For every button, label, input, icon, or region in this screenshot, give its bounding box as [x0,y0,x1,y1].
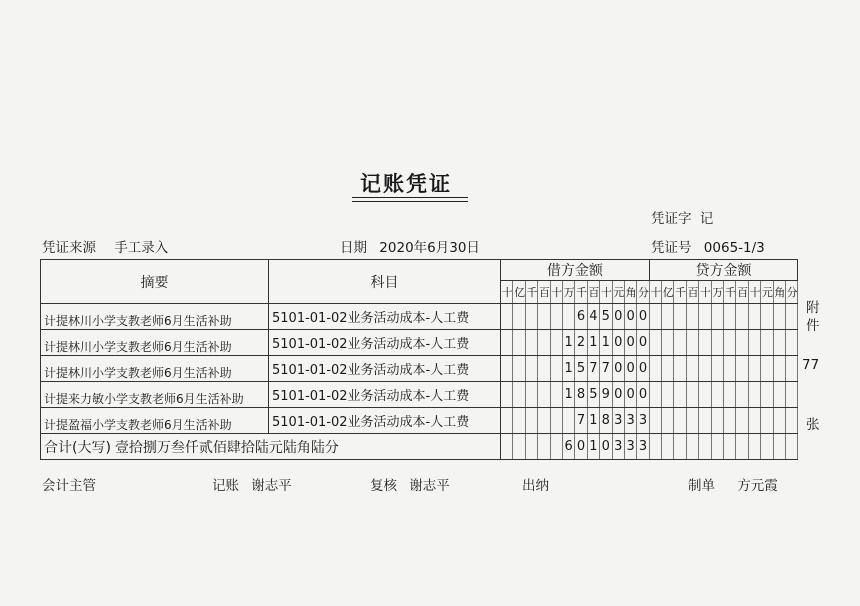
credit-digit [736,356,748,382]
total-credit-digit [748,434,760,460]
credit-digit [773,304,785,330]
debit-unit-header: 元 [612,281,624,304]
credit-digit [711,356,723,382]
credit-unit-header: 千 [674,281,686,304]
total-debit-digit [525,434,537,460]
debit-digit [513,330,525,356]
credit-digit [773,356,785,382]
debit-digit: 9 [600,382,612,408]
total-debit-digit: 0 [600,434,612,460]
credit-digit [724,330,736,356]
debit-digit: 0 [612,304,624,330]
debit-unit-header: 十 [600,281,612,304]
credit-digit [674,356,686,382]
credit-unit-header: 十 [699,281,711,304]
debit-digit: 0 [637,304,649,330]
debit-digit: 1 [600,330,612,356]
credit-unit-header: 千 [724,281,736,304]
col-summary-header: 摘要 [41,260,269,304]
date-label: 日期 [340,240,367,256]
debit-digit: 1 [587,408,599,434]
debit-digit [550,382,562,408]
voucher-no-label: 凭证号 [651,240,692,256]
debit-digit: 7 [575,408,587,434]
reviewer-label: 复核 [370,478,397,494]
credit-digit [724,304,736,330]
credit-digit [748,356,760,382]
credit-digit [674,330,686,356]
debit-digit [562,408,574,434]
row-account: 5101-01-02业务活动成本-人工费 [269,304,501,330]
total-debit-digit [550,434,562,460]
debit-digit: 5 [575,356,587,382]
credit-digit [785,330,797,356]
credit-unit-header: 百 [736,281,748,304]
credit-digit [761,330,773,356]
total-text [41,434,501,460]
credit-digit [662,382,674,408]
debit-digit: 1 [562,356,574,382]
debit-digit: 8 [600,408,612,434]
row-summary: 计提林川小学支教老师6月生活补助 [41,304,269,330]
debit-digit [513,356,525,382]
total-debit-digit: 1 [587,434,599,460]
total-debit-digit: 3 [612,434,624,460]
credit-digit [761,382,773,408]
col-account-header: 科目 [269,260,501,304]
maker-label: 制单 [688,478,715,494]
bookkeeper-name: 谢志平 [251,478,292,494]
debit-digit: 3 [637,408,649,434]
debit-digit: 5 [600,304,612,330]
debit-unit-header: 千 [525,281,537,304]
debit-digit: 3 [612,408,624,434]
debit-digit: 1 [587,330,599,356]
voucher-no-value: 0065-1/3 [703,240,765,256]
debit-digit [525,330,537,356]
credit-digit [699,356,711,382]
credit-digit [773,408,785,434]
credit-digit [662,304,674,330]
credit-unit-header: 万 [711,281,723,304]
credit-digit [724,408,736,434]
voucher-source [42,236,168,256]
debit-digit: 0 [612,356,624,382]
col-credit-header: 贷方金额 [649,260,798,281]
debit-digit [501,382,513,408]
credit-unit-header: 角 [773,281,785,304]
debit-digit: 0 [624,304,636,330]
debit-digit: 1 [562,382,574,408]
total-words: 壹拾捌万叁仟贰佰肆拾陆元陆角陆分 [114,439,339,456]
table-row [41,304,798,330]
attachment-count: 77 [802,357,820,373]
debit-digit [550,356,562,382]
col-debit-header: 借方金额 [501,260,650,281]
debit-digit [513,382,525,408]
source-value: 手工录入 [114,240,169,256]
credit-digit [761,304,773,330]
attachment-label-1: 附 [806,300,820,316]
voucher-table [40,259,798,460]
debit-digit: 0 [637,356,649,382]
debit-digit [538,304,550,330]
credit-digit [686,304,698,330]
total-credit-digit [699,434,711,460]
credit-digit [773,382,785,408]
row-account: 5101-01-02业务活动成本-人工费 [269,330,501,356]
debit-digit: 0 [624,382,636,408]
credit-digit [649,356,661,382]
debit-digit [538,382,550,408]
table-row [41,356,798,382]
debit-digit: 0 [612,330,624,356]
credit-digit [662,356,674,382]
footer-cashier-label: 出纳 [522,478,549,494]
credit-digit [785,408,797,434]
credit-unit-header: 十 [748,281,760,304]
footer-reviewer [370,474,450,494]
credit-digit [686,382,698,408]
header-row [41,260,798,281]
credit-digit [711,382,723,408]
credit-digit [736,408,748,434]
credit-digit [761,408,773,434]
total-row [41,434,798,460]
row-summary: 计提来力敏小学支教老师6月生活补助 [41,382,269,408]
debit-digit [501,304,513,330]
footer-supervisor-label: 会计主管 [42,478,96,494]
row-summary: 计提林川小学支教老师6月生活补助 [41,356,269,382]
voucher-title: 记账凭证 [360,172,452,196]
debit-unit-header: 十 [501,281,513,304]
row-account: 5101-01-02业务活动成本-人工费 [269,356,501,382]
debit-digit [501,356,513,382]
debit-digit [550,408,562,434]
debit-digit [562,304,574,330]
debit-digit: 7 [587,356,599,382]
date-value: 2020年6月30日 [379,240,480,256]
voucher-word [651,207,713,227]
debit-digit [538,408,550,434]
reviewer-name: 谢志平 [409,478,450,494]
total-credit-digit [724,434,736,460]
credit-digit [674,304,686,330]
total-debit-digit [513,434,525,460]
credit-digit [649,382,661,408]
credit-digit [711,330,723,356]
credit-digit [748,382,760,408]
total-credit-digit [761,434,773,460]
credit-unit-header: 十 [649,281,661,304]
credit-digit [662,330,674,356]
footer-bookkeeper [212,474,292,494]
credit-digit [748,408,760,434]
maker-name: 方元霞 [737,478,778,494]
debit-unit-header: 百 [587,281,599,304]
debit-unit-header: 万 [562,281,574,304]
total-debit-digit: 3 [637,434,649,460]
debit-digit [538,356,550,382]
credit-digit [773,330,785,356]
attachment-unit: 张 [806,417,820,433]
table-row [41,330,798,356]
debit-digit [501,408,513,434]
credit-digit [785,382,797,408]
debit-digit: 5 [587,382,599,408]
bookkeeper-label: 记账 [212,478,239,494]
debit-unit-header: 百 [538,281,550,304]
debit-unit-header: 分 [637,281,649,304]
debit-digit [525,408,537,434]
debit-digit: 0 [637,382,649,408]
total-credit-digit [736,434,748,460]
credit-unit-header: 元 [761,281,773,304]
title-underline-second [352,201,468,202]
credit-digit [711,408,723,434]
credit-digit [686,408,698,434]
credit-digit [674,408,686,434]
debit-unit-header: 角 [624,281,636,304]
debit-digit: 0 [612,382,624,408]
attachment-label-2: 件 [806,318,820,334]
credit-unit-header: 分 [785,281,797,304]
credit-digit [748,330,760,356]
debit-digit [525,356,537,382]
debit-digit: 0 [624,356,636,382]
debit-digit [525,382,537,408]
credit-digit [649,330,661,356]
voucher-number [651,236,765,256]
total-credit-digit [785,434,797,460]
debit-digit [525,304,537,330]
credit-digit [686,330,698,356]
debit-digit: 0 [624,330,636,356]
credit-digit [699,382,711,408]
debit-digit: 6 [575,304,587,330]
voucher-word-label: 凭证字 [651,211,692,227]
row-summary: 计提林川小学支教老师6月生活补助 [41,330,269,356]
credit-digit [724,382,736,408]
footer-maker [688,474,778,494]
total-debit-digit: 6 [562,434,574,460]
total-credit-digit [711,434,723,460]
credit-unit-header: 亿 [662,281,674,304]
voucher-word-value: 记 [699,211,714,227]
total-credit-digit [773,434,785,460]
credit-digit [761,356,773,382]
total-credit-digit [662,434,674,460]
total-label: 合计(大写) [44,439,111,456]
voucher-date [340,236,480,256]
total-debit-digit: 0 [575,434,587,460]
credit-digit [699,304,711,330]
credit-digit [649,408,661,434]
debit-unit-header: 千 [575,281,587,304]
credit-digit [785,356,797,382]
total-debit-digit [538,434,550,460]
debit-digit: 1 [562,330,574,356]
debit-digit: 8 [575,382,587,408]
credit-digit [736,304,748,330]
table-row [41,382,798,408]
total-credit-digit [686,434,698,460]
credit-unit-header: 百 [686,281,698,304]
total-credit-digit [674,434,686,460]
credit-digit [674,382,686,408]
debit-digit [513,304,525,330]
total-debit-digit [501,434,513,460]
credit-digit [711,304,723,330]
debit-digit: 2 [575,330,587,356]
debit-digit: 3 [624,408,636,434]
debit-digit: 7 [600,356,612,382]
total-credit-digit [649,434,661,460]
debit-digit: 0 [637,330,649,356]
table-row [41,408,798,434]
debit-unit-header: 亿 [513,281,525,304]
debit-digit [538,330,550,356]
credit-digit [785,304,797,330]
credit-digit [748,304,760,330]
source-label: 凭证来源 [42,240,96,256]
credit-digit [662,408,674,434]
debit-digit: 4 [587,304,599,330]
title-underline [352,197,468,198]
debit-digit [501,330,513,356]
credit-digit [686,356,698,382]
debit-unit-header: 十 [550,281,562,304]
credit-digit [699,408,711,434]
total-debit-digit: 3 [624,434,636,460]
credit-digit [736,382,748,408]
debit-digit [550,330,562,356]
debit-digit [513,408,525,434]
credit-digit [736,330,748,356]
row-account: 5101-01-02业务活动成本-人工费 [269,382,501,408]
debit-digit [550,304,562,330]
credit-digit [699,330,711,356]
row-account: 5101-01-02业务活动成本-人工费 [269,408,501,434]
row-summary: 计提盈福小学支教老师6月生活补助 [41,408,269,434]
credit-digit [724,356,736,382]
credit-digit [649,304,661,330]
